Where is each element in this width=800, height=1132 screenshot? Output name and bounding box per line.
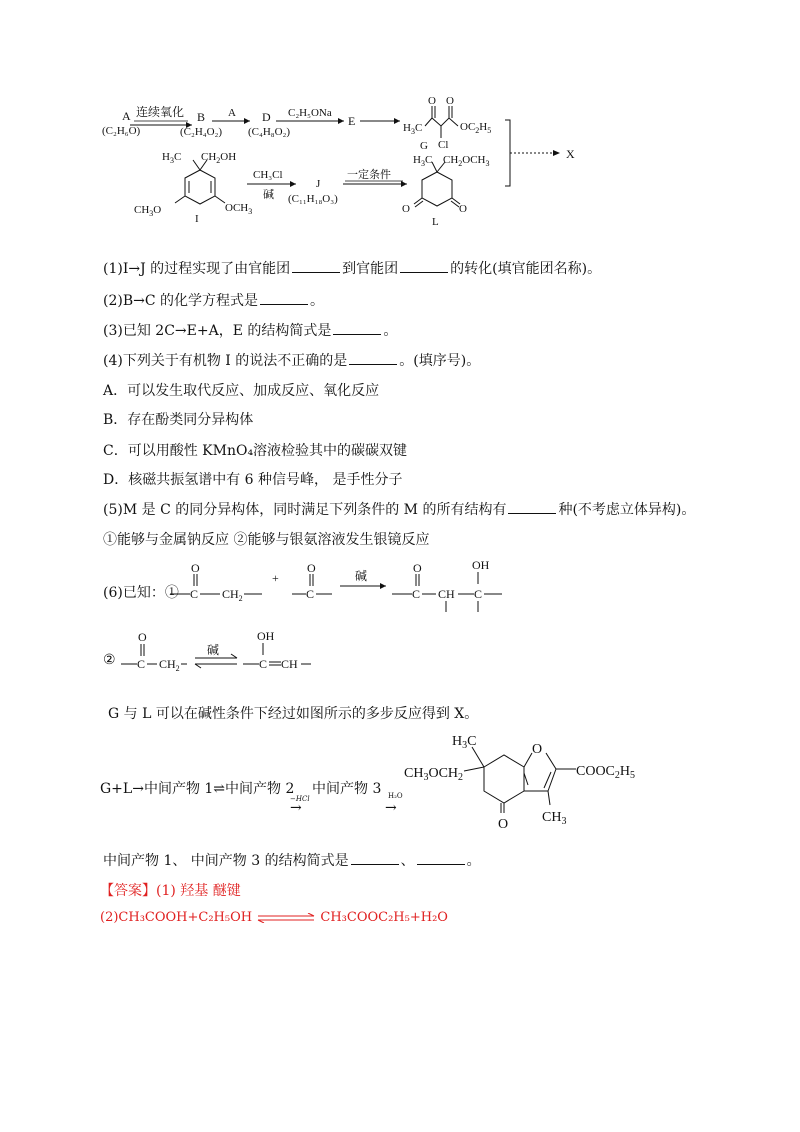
svg-text:OC2H5: $OC_2H_5$ (460, 121, 492, 135)
water-condition: H₂O (388, 792, 403, 800)
option-b: B．存在酚类同分异构体 (103, 412, 254, 428)
equilibrium-arrow-icon (256, 913, 316, 923)
compound-e-label: E (348, 114, 356, 128)
svg-text:CH2OH: $CH_2OH$ (201, 151, 237, 165)
step4-top: CH₃Cl (253, 169, 283, 181)
arrow-icon: → (385, 800, 397, 816)
sequence-part-2: 中间产物 3 (312, 781, 382, 797)
question-5: (5)M 是 C 的同分异构体，同时满足下列条件的 M 的所有结构有 种(不考虑立体异构)。 (103, 502, 696, 518)
product-x-label: X (566, 147, 575, 161)
svg-text:C: C (412, 587, 421, 601)
svg-text:O: O (402, 203, 410, 215)
step2-label: A (228, 107, 236, 119)
svg-text:OH: OH (472, 560, 490, 572)
svg-text:COOC2H5: $COOC_2H_5$ (576, 764, 636, 781)
answer-2: (2)CH₃COOH+C₂H₅OH CH₃COOC₂H₅+H₂O (100, 910, 448, 925)
svg-text:O: O (498, 817, 509, 832)
answer-1: 【答案】(1) 羟基 醚键 (100, 883, 241, 899)
answer-blank[interactable] (260, 292, 308, 305)
option-d: D．核磁共振氢谱中有 6 种信号峰， 是手性分子 (103, 472, 403, 488)
option-c: C．可以用酸性 KMnO₄溶液检验其中的碳碳双键 (103, 443, 408, 459)
svg-text:C: C (259, 657, 268, 671)
svg-text:O: O (138, 630, 147, 644)
svg-text:O: O (446, 95, 454, 107)
svg-text:H3C: $H_3C$ (403, 122, 423, 136)
answer-blank[interactable] (333, 322, 381, 335)
svg-text:C: C (474, 587, 483, 601)
compound-b-formula: (C₂H₄O₂) (180, 126, 223, 138)
svg-text:O: O (191, 561, 200, 575)
compound-l-label: L (432, 216, 439, 228)
compound-b-label: B (197, 110, 206, 124)
svg-text:CH: CH (281, 657, 298, 671)
sequence-part-1: G+L→中间产物 1⇌中间产物 2 (100, 781, 295, 797)
svg-text:OH: OH (257, 629, 275, 643)
structure-i (175, 160, 225, 204)
question-6-second-label: ② (103, 652, 116, 668)
svg-text:+: + (272, 571, 279, 585)
svg-text:O: O (532, 742, 543, 757)
answer-blank[interactable] (508, 501, 556, 514)
svg-text:H3C: $H_3C$ (162, 151, 182, 165)
question-5-conditions: ①能够与金属钠反应 ②能够与银氨溶液发生银镜反应 (103, 532, 430, 548)
question-6-label: (6)已知：① (103, 585, 179, 601)
base-label-2: 碱 (207, 643, 220, 657)
svg-text:C: C (306, 587, 315, 601)
compound-d-label: D (262, 110, 271, 124)
arrow-icon: → (290, 800, 302, 816)
svg-text:CH3: $CH_3$ (542, 810, 567, 827)
step5-label: 一定条件 (347, 169, 391, 181)
structure-g (403, 95, 491, 151)
structure-l (414, 162, 460, 207)
option-a: A．可以发生取代反应、加成反应、氧化反应 (103, 383, 380, 399)
compound-a-formula: (C₂H₆O) (102, 125, 141, 137)
step1-label: 连续氧化 (136, 105, 185, 119)
svg-text:O: O (307, 561, 316, 575)
question-3: (3)已知 2C→E+A，E 的结构简式是 。 (103, 323, 398, 339)
svg-text:CH3OCH2: $CH_3OCH_2$ (404, 766, 464, 783)
svg-text:OCH3: $OCH_3$ (225, 202, 253, 216)
svg-text:CH2OCH3: $CH_2OCH_3$ (443, 154, 490, 168)
svg-text:H3C: $H_3C$ (413, 154, 433, 168)
structure-x (400, 725, 660, 835)
step3-label: C₂H₅ONa (288, 107, 332, 119)
base-label: 碱 (355, 569, 368, 583)
compound-j-label: J (316, 178, 321, 190)
svg-text:Cl: Cl (438, 139, 449, 151)
answer-blank[interactable] (400, 260, 448, 273)
compound-j-formula: (C₁₁H₁₈O₃) (288, 193, 338, 205)
compound-g-label: G (420, 140, 428, 152)
svg-text:CH2: $CH_2$ (159, 657, 180, 673)
question-4: (4)下列关于有机物 I 的说法不正确的是 。(填序号)。 (103, 353, 481, 369)
question-2: (2)B→C 的化学方程式是 。 (103, 293, 325, 309)
step4-bottom: 碱 (263, 189, 274, 201)
svg-text:CH: CH (438, 587, 455, 601)
question-7: 中间产物 1、 中间产物 3 的结构简式是 、 。 (103, 853, 481, 869)
svg-text:H3C: $H_3C$ (452, 734, 477, 751)
svg-text:C: C (137, 657, 146, 671)
compound-i-label: I (195, 213, 199, 225)
svg-text:O: O (459, 203, 467, 215)
answer-blank[interactable] (351, 852, 399, 865)
answer-blank[interactable] (349, 352, 397, 365)
svg-text:CH2: $CH_2$ (222, 587, 243, 603)
question-6-text: G 与 L 可以在碱性条件下经过如图所示的多步反应得到 X。 (108, 706, 479, 722)
svg-text:O: O (428, 95, 436, 107)
reaction-scheme (0, 0, 800, 250)
answer-label: 【答案】 (100, 883, 156, 899)
known-reaction-2 (115, 626, 335, 686)
svg-text:C: C (190, 587, 199, 601)
known-reaction-1 (160, 560, 520, 620)
question-1: (1)I→J 的过程实现了由官能团 到官能团 的转化(填官能团名称)。 (103, 261, 602, 277)
svg-text:CH3O: $CH_3O$ (134, 204, 162, 218)
compound-a-label: A (122, 109, 131, 123)
answer-blank[interactable] (417, 852, 465, 865)
compound-d-formula: (C₄H₈O₂) (248, 126, 291, 138)
answer-blank[interactable] (292, 260, 340, 273)
hcl-condition: −HCl (290, 795, 310, 803)
svg-text:O: O (413, 561, 422, 575)
